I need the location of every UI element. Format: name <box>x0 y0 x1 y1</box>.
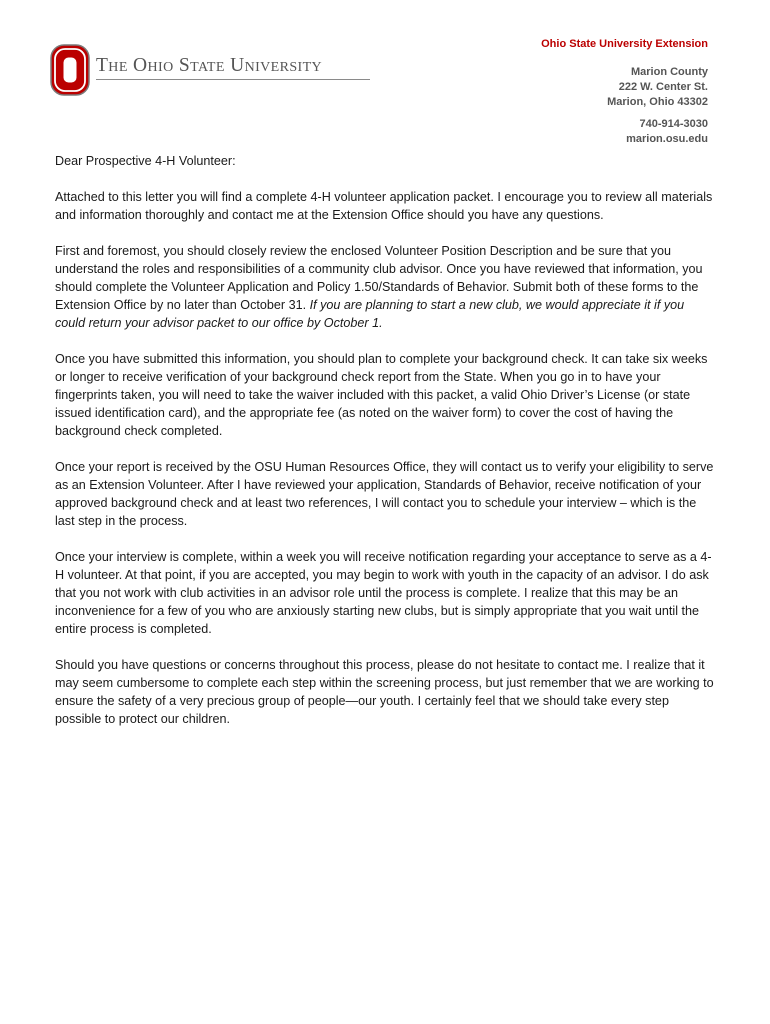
extension-name: Ohio State University Extension <box>541 38 708 50</box>
paragraph-5: Once your interview is complete, within a week you will receive notification regarding your acceptance to serve as a 4-H volunteer. At that point, if you are accepted, you may begin to work with youth in the capacity of an advisor. I do ask that you not work with club activities in an advisor role until the process is complete. I realize that this may be an inconvenience for a few of you who are anxiously starting new clubs, but is simply appropriate that you wait until the entire process is completed. <box>55 550 712 636</box>
city-state-zip: Marion, Ohio 43302 <box>607 96 708 108</box>
letter-body <box>55 152 715 746</box>
return-address <box>541 37 708 147</box>
paragraph-2 <box>55 242 715 332</box>
website[interactable]: marion.osu.edu <box>626 133 708 145</box>
paragraph-1: Attached to this letter you will find a complete 4-H volunteer application packet. I encourage you to review all materials and information thoroughly and contact me at the Extension Office should you have any questions. <box>55 190 713 222</box>
paragraph-3: Once you have submitted this information, you should plan to complete your background check. It can take six weeks or longer to receive verification of your background check report from the State. When you go in to have your fingerprints taken, you will need to take the waiver included with this packet, a valid Ohio Driver’s License (or state issued identification card), and the appropriate fee (as noted on the waiver form) to cover the cost of having the background check completed. <box>55 352 708 438</box>
county-name: Marion County <box>631 66 708 78</box>
block-o-icon <box>50 44 90 96</box>
paragraph-6: Should you have questions or concerns throughout this process, please do not hesitate to contact me. I realize that it may seem cumbersome to complete each step within the screening process, but just remember that we are working to ensure the safety of a very precious group of people—our youth. I certainly feel that we should take every step possible to protect our children. <box>55 658 714 726</box>
paragraph-4: Once your report is received by the OSU Human Resources Office, they will contact us to verify your eligibility to serve as an Extension Volunteer. After I have reviewed your application, Standards of Behavior, receive notification of your approved background check and at least two references, I will contact you to schedule your interview – which is the last step in the process. <box>55 460 714 528</box>
logo-divider <box>96 79 370 80</box>
university-logo <box>50 44 380 96</box>
paragraph-2-italic: If you are planning to start a new club, we would appreciate it if you could return your advisor packet to our office by October 1. <box>55 298 685 330</box>
street-address: 222 W. Center St. <box>618 81 708 93</box>
salutation: Dear Prospective 4-H Volunteer: <box>55 154 236 168</box>
university-name: The Ohio State University <box>96 55 323 76</box>
phone-number: 740-914-3030 <box>639 118 708 130</box>
paragraph-2-text: First and foremost, you should closely review the enclosed Volunteer Position Description and be sure that you understand the roles and responsibilities of a community club advisor. Once you have reviewed that information, you should complete the Volunteer Application and Policy 1.50/Standards of Behavior. Submit both of these forms to the Extension Office by no later than October 31. <box>55 244 703 312</box>
